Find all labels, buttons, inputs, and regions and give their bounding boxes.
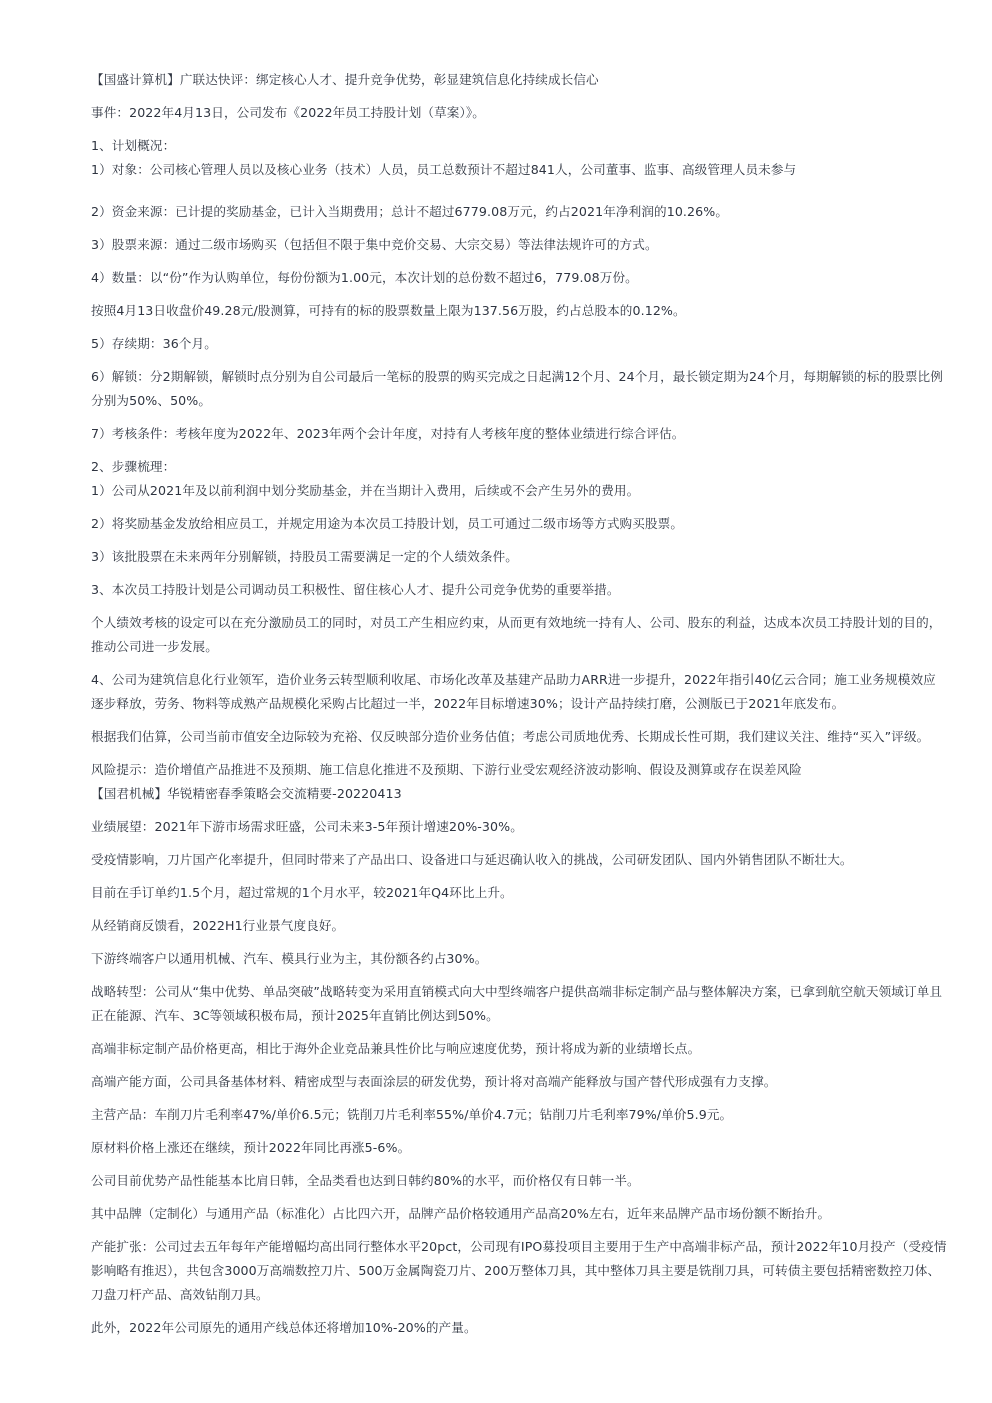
paragraph-12: 2、步骤梳理： [91, 459, 176, 474]
paragraph-34: 产能扩张：公司过去五年每年产能增幅均高出同行整体水平20pct，公司现有IPO募投项目主要用于生产中高端非标产品，预计2022年10月投产（受疫情影响略有推迟），共包含3000万高端数控刀片、500万金属陶瓷刀片、200万整体刀具，其中整体刀具主要是铣削刀具，可转债主要包括精密数控刀体、刀盘刀杆产品、高效钻削刀具。 [91, 1239, 947, 1302]
paragraph-26: 下游终端客户以通用机械、汽车、模具行业为主，其份额各约占30%。 [91, 951, 488, 966]
paragraph-21: 【国君机械】华锐精密春季策略会交流精要-20220413 [91, 786, 402, 801]
paragraph-15: 3）该批股票在未来两年分别解锁，持股员工需要满足一定的个人绩效条件。 [91, 549, 519, 564]
paragraph-30: 主营产品：车削刀片毛利率47%/单价6.5元；铣削刀片毛利率55%/单价4.7元；钻削刀片毛利率79%/单价5.9元。 [91, 1107, 733, 1122]
paragraph-14: 2）将奖励基金发放给相应员工，并规定用途为本次员工持股计划，员工可通过二级市场等方式购买股票。 [91, 516, 684, 531]
paragraph-28: 高端非标定制产品价格更高，相比于海外企业竞品兼具性价比与响应速度优势，预计将成为新的业绩增长点。 [91, 1041, 701, 1056]
paragraph-8: 按照4月13日收盘价49.28元/股测算，可持有的标的股票数量上限为137.56万股，约占总股本的0.12%。 [91, 303, 686, 318]
paragraph-20: 风险提示：造价增值产品推进不及预期、施工信息化推进不及预期、下游行业受宏观经济波动影响、假设及测算或存在误差风险 [91, 762, 802, 777]
paragraph-31: 原材料价格上涨还在继续，预计2022年同比再涨5-6%。 [91, 1140, 411, 1155]
paragraph-4: 1）对象：公司核心管理人员以及核心业务（技术）人员，员工总数预计不超过841人，公司董事、监事、高级管理人员未参与 [91, 162, 797, 177]
paragraph-11: 7）考核条件：考核年度为2022年、2023年两个会计年度，对持有人考核年度的整体业绩进行综合评估。 [91, 426, 685, 441]
paragraph-5: 2）资金来源：已计提的奖励基金，已计入当期费用；总计不超过6779.08万元，约占2021年净利润的10.26%。 [91, 204, 729, 219]
paragraph-25: 从经销商反馈看，2022H1行业景气度良好。 [91, 918, 345, 933]
paragraph-23: 受疫情影响，刀片国产化率提升，但同时带来了产品出口、设备进口与延迟确认收入的挑战，公司研发团队、国内外销售团队不断壮大。 [91, 852, 853, 867]
paragraph-3: 1、计划概况： [91, 138, 176, 153]
paragraph-22: 业绩展望：2021年下游市场需求旺盛，公司未来3-5年预计增速20%-30%。 [91, 819, 523, 834]
paragraph-9: 5）存续期：36个月。 [91, 336, 217, 351]
paragraph-16: 3、本次员工持股计划是公司调动员工积极性、留住核心人才、提升公司竞争优势的重要举措。 [91, 582, 620, 597]
paragraph-10: 6）解锁：分2期解锁，解锁时点分别为自公司最后一笔标的股票的购买完成之日起满12个月、24个月，最长锁定期为24个月，每期解锁的标的股票比例分别为50%、50%。 [91, 369, 943, 408]
paragraph-27: 战略转型：公司从“集中优势、单品突破”战略转变为采用直销模式向大中型终端客户提供高端非标定制产品与整体解决方案，已拿到航空航天领域订单且正在能源、汽车、3C等领域积极布局，预计2025年直销比例达到50%。 [91, 984, 943, 1023]
paragraph-2: 事件：2022年4月13日，公司发布《2022年员工持股计划（草案）》。 [91, 105, 485, 120]
paragraph-6: 3）股票来源：通过二级市场购买（包括但不限于集中竞价交易、大宗交易）等法律法规许可的方式。 [91, 237, 658, 252]
paragraph-29: 高端产能方面，公司具备基体材料、精密成型与表面涂层的研发优势，预计将对高端产能释放与国产替代形成强有力支撑。 [91, 1074, 777, 1089]
paragraph-7: 4）数量：以“份”作为认购单位，每份份额为1.00元，本次计划的总份数不超过6，779.08万份。 [91, 270, 638, 285]
paragraph-13: 1）公司从2021年及以前利润中划分奖励基金，并在当期计入费用，后续或不会产生另外的费用。 [91, 483, 640, 498]
paragraph-32: 公司目前优势产品性能基本比肩日韩，全品类看也达到日韩约80%的水平，而价格仅有日韩一半。 [91, 1173, 640, 1188]
document-body [91, 68, 947, 1340]
paragraph-35: 此外，2022年公司原先的通用产线总体还将增加10%-20%的产量。 [91, 1320, 477, 1335]
paragraph-18: 4、公司为建筑信息化行业领军，造价业务云转型顺利收尾、市场化改革及基建产品助力ARR进一步提升，2022年指引40亿云合同；施工业务规模效应逐步释放，劳务、物料等成熟产品规模化采购占比超过一半，2022年目标增速30%；设计产品持续打磨，公测版已于2021年底发布。 [91, 672, 936, 711]
paragraph-19: 根据我们估算，公司当前市值安全边际较为充裕、仅反映部分造价业务估值；考虑公司质地优秀、长期成长性可期，我们建议关注、维持“买入”评级。 [91, 729, 930, 744]
paragraph-1: 【国盛计算机】广联达快评：绑定核心人才、提升竞争优势，彰显建筑信息化持续成长信心 [91, 72, 599, 87]
paragraph-17: 个人绩效考核的设定可以在充分激励员工的同时，对员工产生相应约束，从而更有效地统一持有人、公司、股东的利益，达成本次员工持股计划的目的，推动公司进一步发展。 [91, 615, 942, 654]
paragraph-24: 目前在手订单约1.5个月，超过常规的1个月水平，较2021年Q4环比上升。 [91, 885, 513, 900]
paragraph-33: 其中品牌（定制化）与通用产品（标准化）占比四六开，品牌产品价格较通用产品高20%左右，近年来品牌产品市场份额不断抬升。 [91, 1206, 831, 1221]
